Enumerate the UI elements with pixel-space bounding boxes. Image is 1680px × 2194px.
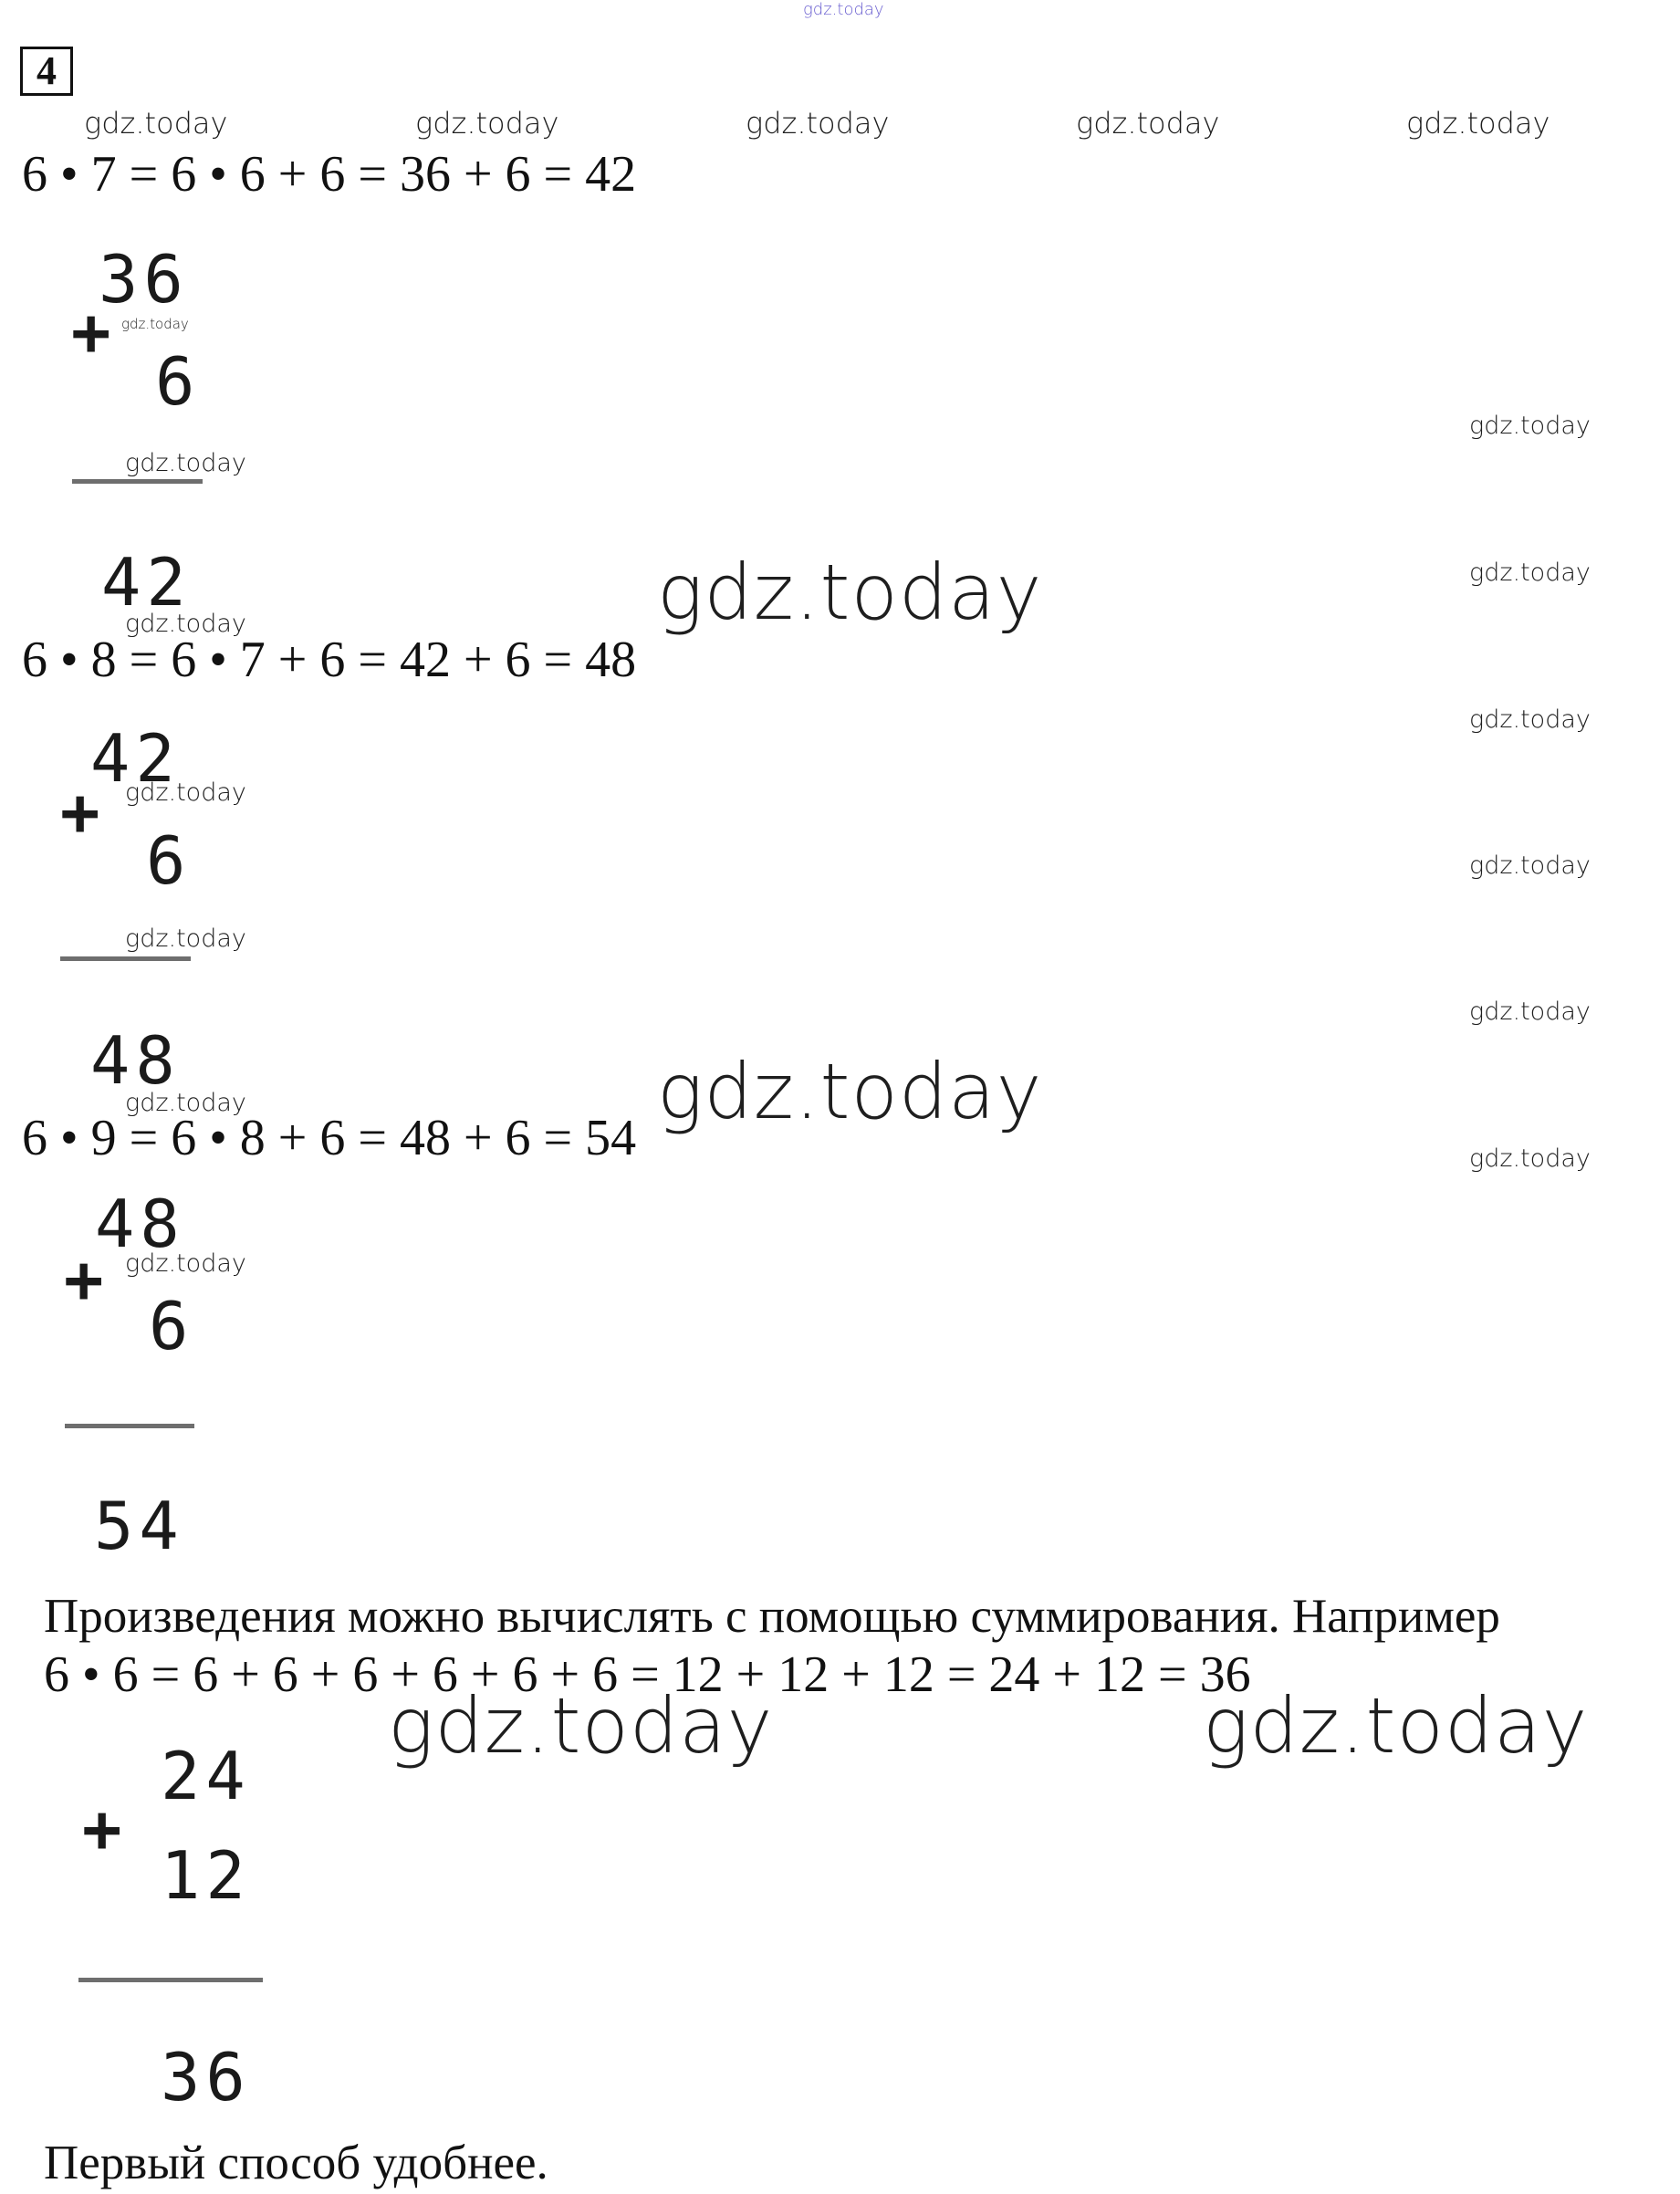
watermark: gdz.today: [1406, 106, 1550, 141]
column-1-plus: +: [71, 294, 111, 371]
column-3-result: 54: [94, 1488, 184, 1564]
column-4-result: 36: [161, 2039, 251, 2116]
watermark: gdz.today: [125, 925, 246, 953]
watermark: gdz.today: [1469, 412, 1591, 440]
watermark-large: gdz.today: [657, 1047, 1043, 1136]
watermark: gdz.today: [125, 610, 246, 638]
watermark: gdz.today: [121, 316, 189, 332]
equation-1: 6 • 7 = 6 • 6 + 6 = 36 + 6 = 42: [22, 146, 637, 203]
column-2-plus: +: [60, 774, 100, 851]
column-4-bottom: 12: [161, 1837, 251, 1914]
watermark: gdz.today: [125, 778, 246, 807]
watermark: gdz.today: [415, 106, 559, 141]
equation-2: 6 • 8 = 6 • 7 + 6 = 42 + 6 = 48: [22, 632, 637, 688]
watermark: gdz.today: [1469, 705, 1591, 734]
column-3-bottom: 6: [149, 1288, 194, 1364]
watermark-large: gdz.today: [388, 1681, 774, 1771]
watermark: gdz.today: [84, 106, 228, 141]
watermark: gdz.today: [125, 449, 246, 477]
watermark: gdz.today: [1076, 106, 1220, 141]
watermark: gdz.today: [1469, 851, 1591, 880]
watermark: gdz.today: [1469, 998, 1591, 1026]
column-1-bottom: 6: [155, 343, 201, 420]
column-3-top: 48: [95, 1186, 185, 1262]
watermark: gdz.today: [125, 1249, 246, 1278]
conclusion-text: Первый способ удобнее.: [44, 2137, 548, 2189]
watermark: gdz.today: [1469, 559, 1591, 587]
column-3-plus: +: [64, 1241, 104, 1318]
task-number: 4: [20, 47, 73, 96]
column-3-rule: [65, 1424, 194, 1428]
column-2-bottom: 6: [146, 822, 192, 899]
watermark-large: gdz.today: [657, 548, 1043, 637]
watermark: gdz.today: [1469, 1144, 1591, 1173]
column-2-result: 48: [90, 1022, 181, 1099]
explanation-text: Произведения можно вычислять с помощью суммирования. Например: [44, 1590, 1500, 1643]
equation-4: 6 • 6 = 6 + 6 + 6 + 6 + 6 + 6 = 12 + 12 + 12 = 24 + 12 = 36: [44, 1646, 1251, 1703]
column-1-result: 42: [101, 544, 192, 621]
watermark-top: gdz.today: [803, 0, 884, 19]
column-1-top: 36: [99, 241, 189, 318]
column-2-top: 42: [90, 720, 181, 797]
watermark-large: gdz.today: [1203, 1681, 1589, 1771]
watermark: gdz.today: [125, 1089, 246, 1117]
column-4-top: 24: [161, 1738, 251, 1814]
equation-3: 6 • 9 = 6 • 8 + 6 = 48 + 6 = 54: [22, 1110, 637, 1166]
column-4-plus: +: [82, 1791, 122, 1867]
column-2-rule: [60, 956, 191, 961]
column-4-rule: [78, 1978, 263, 1982]
watermark: gdz.today: [746, 106, 890, 141]
column-1-rule: [72, 479, 203, 484]
